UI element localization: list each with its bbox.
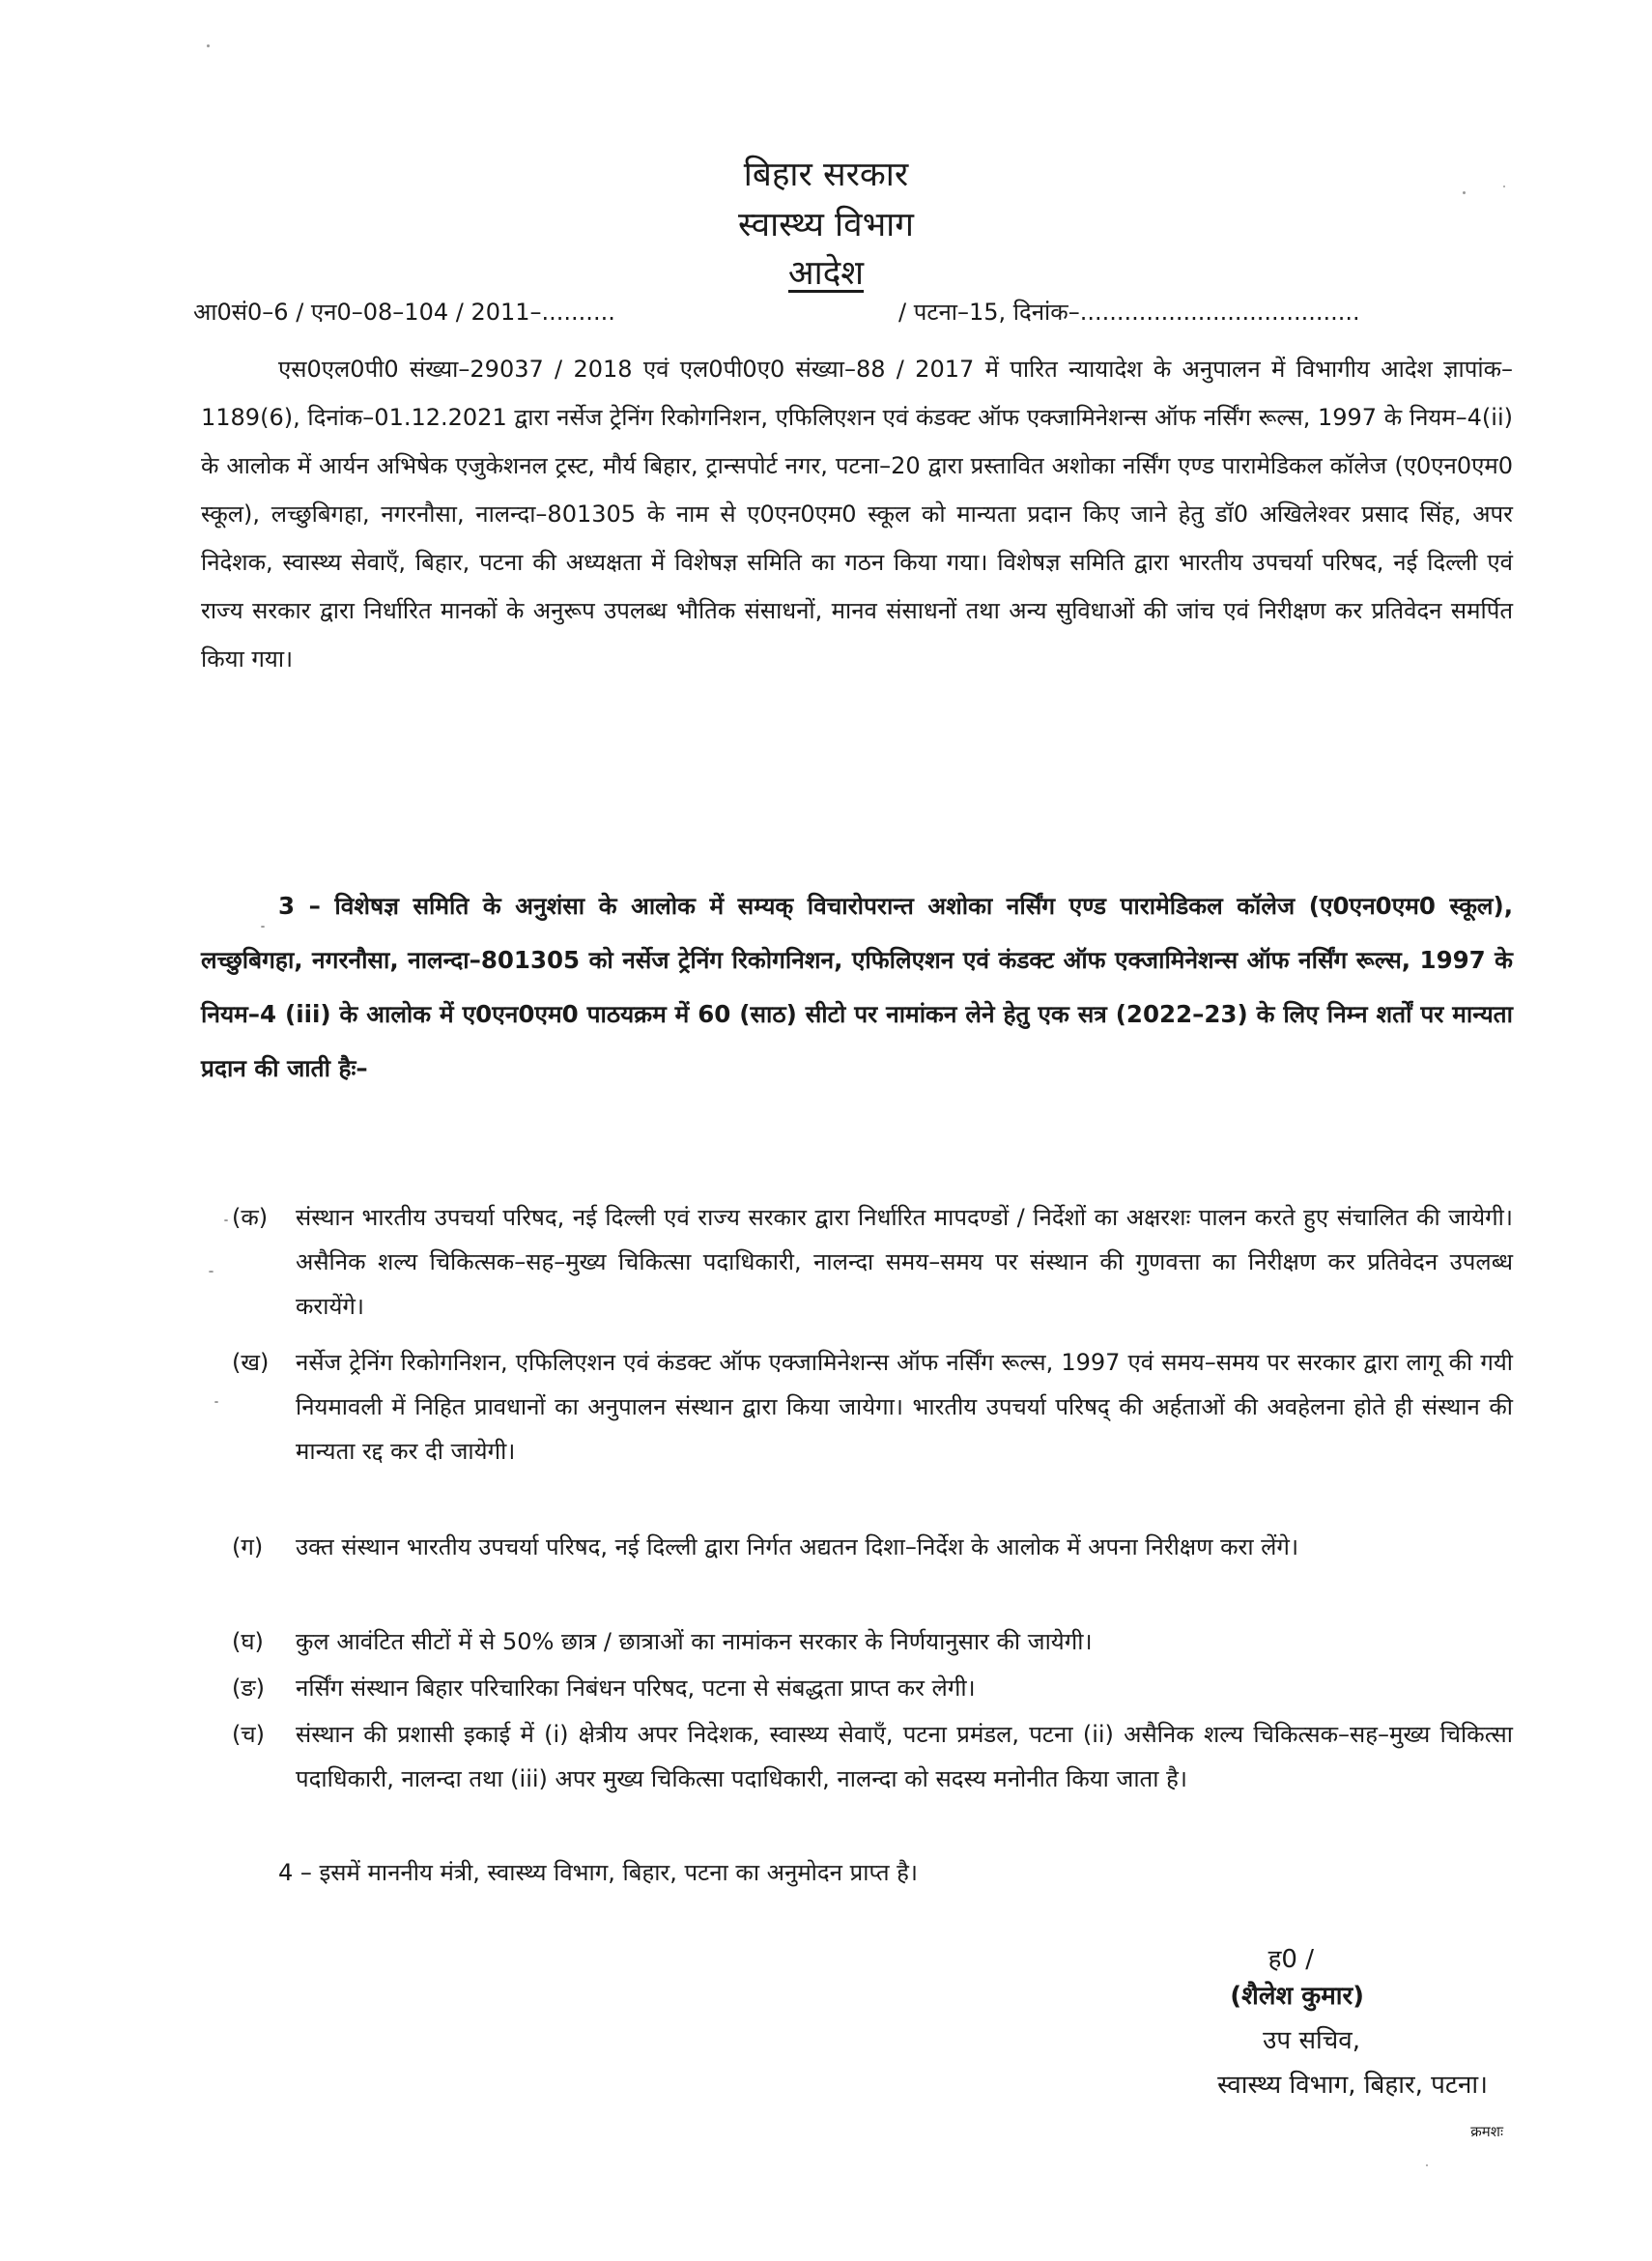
paragraph-3: 3 – विशेषज्ञ समिति के अनुशंसा के आलोक में सम्यक् विचारोपरान्त अशोका नर्सिंग एण्ड पारामेडिकल कॉलेज (ए0एन0एम0 स्कूल), लच्छुबिगहा, नगरनौसा, नालन्दा–801305 को नर्सेज ट्रेनिंग रिकोगनिशन, एफिलिएशन एवं कंडक्ट ऑफ एक्जामिनेशन्स ऑफ नर्सिंग रूल्स, 1997 के नियम–4 (iii) के आलोक में ए0एन0एम0 पाठयक्रम में 60 (साठ) सीटो पर नामांकन लेने हेतु एक सत्र (2022–23) के लिए निम्न शर्तों पर मान्यता प्रदान की जाती हैः– <box>201 892 1513 1082</box>
condition-marker: (क) <box>232 1204 269 1231</box>
condition-marker: (ङ) <box>232 1674 266 1702</box>
department-heading: स्वास्थ्य विभाग <box>738 206 914 244</box>
scan-speck <box>209 1271 214 1273</box>
order-number: आ0सं0–6 / एन0–08–104 / 2011–.......... <box>193 299 615 326</box>
condition-marker: (घ) <box>232 1628 264 1655</box>
continued-note: क्रमशः <box>1470 2123 1503 2140</box>
condition-item <box>232 1619 1513 1664</box>
condition-item <box>232 1666 1513 1710</box>
signed-mark: ह0 / <box>1267 1945 1314 1974</box>
condition-text: संस्थान की प्रशासी इकाई में (i) क्षेत्रीय अपर निदेशक, स्वास्थ्य सेवाएँ, पटना प्रमंडल, पटना (ii) असैनिक शल्य चिकित्सक–सह–मुख्य चिकित्सा पदाधिकारी, नालन्दा तथा (iii) अपर मुख्य चिकित्सा पदाधिकारी, नालन्दा को सदस्य मनोनीत किया जाता है। <box>296 1721 1513 1792</box>
order-title: आदेश <box>787 254 865 293</box>
government-heading: बिहार सरकार <box>743 156 909 194</box>
condition-item <box>232 1525 1513 1569</box>
reference-line <box>193 297 1449 328</box>
scan-speck <box>1463 191 1466 194</box>
scan-speck <box>224 1219 228 1221</box>
condition-text: उक्त संस्थान भारतीय उपचर्या परिषद, नई दिल्ली द्वारा निर्गत अद्यतन दिशा–निर्देश के आलोक में अपना निरीक्षण करा लेंगे। <box>296 1533 1299 1560</box>
condition-item <box>232 1712 1513 1801</box>
place-date: / पटना–15, दिनांक–...................................... <box>898 299 1360 326</box>
paragraph-4: 4 – इसमें माननीय मंत्री, स्वास्थ्य विभाग, बिहार, पटना का अनुमोदन प्राप्त है। <box>278 1859 918 1886</box>
condition-marker: (ख) <box>232 1349 270 1376</box>
signatory-designation: उप सचिव, <box>1263 2026 1360 2055</box>
signatory-office: स्वास्थ्य विभाग, बिहार, पटना। <box>1217 2071 1488 2100</box>
condition-marker: (ग) <box>232 1533 264 1560</box>
condition-text: कुल आवंटित सीटों में से 50% छात्र / छात्राओं का नामांकन सरकार के निर्णयानुसार की जायेगी। <box>296 1628 1093 1655</box>
paragraph-1: एस0एल0पी0 संख्या–29037 / 2018 एवं एल0पी0ए0 संख्या–88 / 2017 में पारित न्यायादेश के अनुपालन में विभागीय आदेश ज्ञापांक–1189(6), दिनांक–01.12.2021 द्वारा नर्सेज ट्रेनिंग रिकोगनिशन, एफिलिएशन एवं कंडक्ट ऑफ एक्जामिनेशन्स ऑफ नर्सिंग रूल्स, 1997 के नियम–4(ii) के आलोक में आर्यन अभिषेक एजुकेशनल ट्रस्ट, मौर्य बिहार, ट्रान्सपोर्ट नगर, पटना–20 द्वारा प्रस्तावित अशोका नर्सिंग एण्ड पारामेडिकल कॉलेज (ए0एन0एम0 स्कूल), लच्छुबिगहा, नगरनौसा, नालन्दा–801305 के नाम से ए0एन0एम0 स्कूल को मान्यता प्रदान किए जाने हेतु डॉ0 अखिलेश्वर प्रसाद सिंह, अपर निदेशक, स्वास्थ्य सेवाएँ, बिहार, पटना की अध्यक्षता में विशेषज्ञ समिति का गठन किया गया। विशेषज्ञ समिति द्वारा भारतीय उपचर्या परिषद, नई दिल्ली एवं राज्य सरकार द्वारा निर्धारित मानकों के अनुरूप उपलब्ध भौतिक संसाधनों, मानव संसाधनों तथा अन्य सुविधाओं की जांच एवं निरीक्षण कर प्रतिवेदन समर्पित किया गया। <box>201 356 1513 673</box>
scan-speck <box>207 44 210 47</box>
condition-text: नर्सिंग संस्थान बिहार परिचारिका निबंधन परिषद, पटना से संबद्धता प्राप्त कर लेगी। <box>296 1674 976 1702</box>
scan-speck <box>1503 186 1505 187</box>
scan-speck <box>1426 2164 1428 2166</box>
condition-item <box>232 1340 1513 1474</box>
signatory-name: (शैलेश कुमार) <box>1230 1982 1364 2011</box>
condition-text: नर्सेज ट्रेनिंग रिकोगनिशन, एफिलिएशन एवं कंडक्ट ऑफ एक्जामिनेशन्स ऑफ नर्सिंग रूल्स, 1997 एवं समय–समय पर सरकार द्वारा लागू की गयी नियमावली में निहित प्रावधानों का अनुपालन संस्थान द्वारा किया जायेगा। भारतीय उपचर्या परिषद् की अर्हताओं की अवहेलना होते ही संस्थान की मान्यता रद्द कर दी जायेगी। <box>296 1349 1513 1465</box>
condition-item <box>232 1195 1513 1329</box>
condition-text: संस्थान भारतीय उपचर्या परिषद, नई दिल्ली एवं राज्य सरकार द्वारा निर्धारित मापदण्डों / निर्देशों का अक्षरशः पालन करते हुए संचालित की जायेगी। असैनिक शल्य चिकित्सक–सह–मुख्य चिकित्सा पदाधिकारी, नालन्दा समय–समय पर संस्थान की गुणवत्ता का निरीक्षण कर प्रतिवेदन उपलब्ध करायेंगे। <box>296 1204 1513 1320</box>
condition-marker: (च) <box>232 1721 265 1748</box>
scan-speck <box>214 1401 218 1403</box>
scan-speck <box>261 926 265 928</box>
